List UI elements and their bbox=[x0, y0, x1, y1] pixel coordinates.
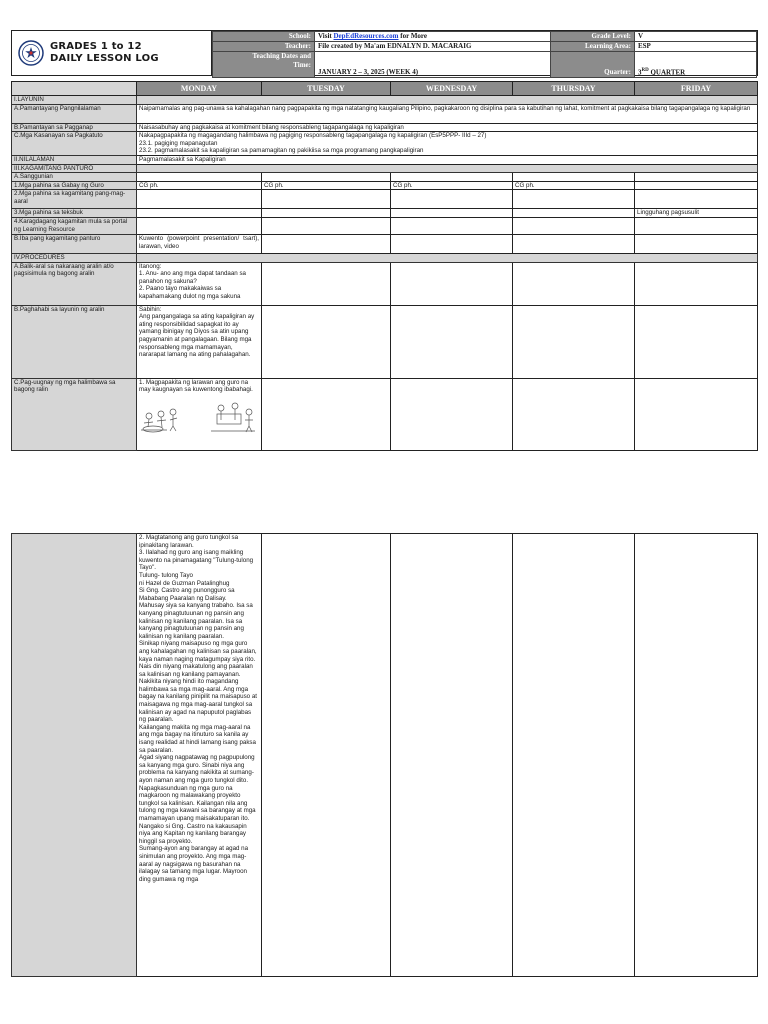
section-layunin-fill bbox=[137, 96, 758, 105]
grade-label: Grade Level: bbox=[551, 32, 635, 42]
cell bbox=[262, 190, 391, 209]
cell bbox=[391, 217, 513, 234]
section-procedures: IV.PROCEDURES bbox=[12, 253, 137, 262]
cell bbox=[391, 378, 513, 450]
day-header-monday: MONDAY bbox=[137, 82, 262, 96]
cell bbox=[262, 534, 391, 977]
cell bbox=[391, 234, 513, 253]
cell bbox=[137, 209, 262, 218]
section-procedures-fill bbox=[137, 253, 758, 262]
paghahabi-line: Sabihin: bbox=[139, 305, 162, 313]
cell bbox=[262, 209, 391, 218]
day-header-thursday: THURSDAY bbox=[513, 82, 635, 96]
quarter-number: 3 bbox=[638, 68, 642, 76]
cell bbox=[391, 173, 513, 182]
gabay-wednesday: CG ph. bbox=[391, 181, 513, 190]
story-line: Mahusay siya sa kanyang trabaho. Isa sa kanyang pinagtutuunan ng pansin ang kalinisan ng kanilang paaralan. Isa sa kanyang pinagtutuunan ng pansin ang kalinisan ng kanilang paaralan. bbox=[139, 602, 253, 640]
quarter-value bbox=[635, 52, 757, 78]
story-line: Sumang-ayon ang barangay at agad na sinimulan ang proyekto. Ang mga mag-aaral ay nagsigawa ng basurahan na ilalagay sa tamang mga lugar. Mayroon ding gumawa ng mga bbox=[139, 845, 249, 883]
kasanayan-line3: 23.2. pagmamalasakit sa kapaligiran sa pamamagitan ng pakikiisa sa mga programang pangkapaligiran bbox=[139, 147, 424, 155]
cell bbox=[513, 262, 635, 305]
label-pang-mag-aaral: 2.Mga pahina sa kagamitang pang-mag-aaral bbox=[12, 190, 137, 209]
section-kagamitan-fill bbox=[137, 164, 758, 173]
label-iba-pang-kagamitan: B.Iba pang kagamitang panturo bbox=[12, 234, 137, 253]
cell bbox=[137, 217, 262, 234]
balik-aral-monday bbox=[137, 262, 262, 305]
section-kagamitan: III.KAGAMITANG PANTURO bbox=[12, 164, 137, 173]
cell bbox=[391, 209, 513, 218]
cell bbox=[137, 190, 262, 209]
cell bbox=[635, 534, 758, 977]
story-title: Tulung- tulong Tayo bbox=[139, 571, 194, 579]
area-label: Learning Area: bbox=[551, 42, 635, 52]
label-pag-uugnay: C.Pag-uugnay ng mga halimbawa sa bagong ralin bbox=[12, 378, 137, 450]
cell bbox=[635, 217, 758, 234]
school-label: School: bbox=[213, 32, 315, 42]
cell bbox=[262, 173, 391, 182]
grade-value: V bbox=[635, 32, 757, 42]
school-suffix: for More bbox=[398, 32, 428, 40]
cell bbox=[635, 262, 758, 305]
label-teksbuk: 3.Mga pahina sa teksbuk bbox=[12, 209, 137, 218]
label-paghahabi: B.Paghahabi sa layunin ng aralin bbox=[12, 305, 137, 378]
cell bbox=[513, 209, 635, 218]
story-line: Agad siyang nagpatawag ng pagpupulong sa kanyang mga guro. Sinabi niya ang problema na kanyang nakikita at sumang-ayon naman ang mga guro tungkol dito. bbox=[139, 754, 255, 784]
cell bbox=[391, 534, 513, 977]
school-value bbox=[315, 32, 551, 42]
header-info-grid bbox=[212, 31, 757, 75]
story-author: ni Hazel de Guzman Patalinghug bbox=[139, 579, 230, 587]
story-line: 2. Magtatanong ang guro tungkol sa ipinakitang larawan. bbox=[139, 534, 239, 549]
corner-cell bbox=[12, 82, 137, 96]
quarter-suffix: RD bbox=[641, 67, 649, 73]
teksbuk-friday: Lingguhang pagsusulit bbox=[635, 209, 758, 218]
balik-line: 1. Anu- ano ang mga dapat tandaan sa panahon ng sakuna? bbox=[139, 270, 246, 285]
cell bbox=[513, 190, 635, 209]
day-header-tuesday: TUESDAY bbox=[262, 82, 391, 96]
story-line: Nakikita niyang hindi ito magandang halimbawa sa mga mag-aaral. Ang mga bagay na kanilang pinipilit na maisapuso at maisagawa ng mga mag-aaral tungkol sa kalinisan ay agad na napuputol paglabas ng paaralan. bbox=[139, 678, 257, 724]
day-header-friday: FRIDAY bbox=[635, 82, 758, 96]
cell bbox=[262, 234, 391, 253]
cell bbox=[635, 181, 758, 190]
story-line: Sinikap niyang maisapuso ng mga guro ang kahalagahan ng kalinisan sa paaralan, kaya naman naging matagumpay siya rito. Nais din niyang makatulong ang paaralan sa kalinisan ng kanilang pamayanan. bbox=[139, 640, 257, 678]
label-pangnilalaman: A.Pamantayang Pangnilalaman bbox=[12, 104, 137, 123]
school-prefix: Visit bbox=[318, 32, 334, 40]
pag-uugnay-text: 1. Magpapakita ng larawan ang guro na may kaugnayan sa kuwentong ibabahagi. bbox=[139, 378, 253, 394]
text-pagganap: Naisasabuhay ang pagkakaisa at komitment bilang responsableng tagapangalaga ng kapaligiran bbox=[137, 123, 758, 132]
lesson-log-table bbox=[11, 81, 758, 451]
label-kasanayan: C.Mga Kasanayan sa Pagkatuto bbox=[12, 132, 137, 156]
cell bbox=[513, 378, 635, 450]
quarter-word: QUARTER bbox=[648, 68, 686, 76]
gabay-tuesday: CG ph. bbox=[262, 181, 391, 190]
pag-uugnay-monday bbox=[137, 378, 262, 450]
story-line: 3. Ilalahad ng guro ang isang maikling kuwento na pinamagatang "Tulung-tulong Tayo". bbox=[139, 549, 254, 572]
paghahabi-line: Ang pangangalaga sa ating kapaligiran ay ating responsibilidad sapagkat ito ay yamang ibinigay ng Diyos sa atin upang pagyamanin at pangalagaan. Bilang mga responsableng mga mamamayan, nararapat lamang na ating pahalagahan. bbox=[139, 313, 255, 359]
cell bbox=[391, 305, 513, 378]
cell bbox=[513, 534, 635, 977]
cell bbox=[262, 262, 391, 305]
paghahabi-monday bbox=[137, 305, 262, 378]
gabay-thursday: CG ph. bbox=[513, 181, 635, 190]
cell bbox=[513, 173, 635, 182]
cell bbox=[513, 305, 635, 378]
story-line: Si Gng. Castro ang punongguro sa Mababang Paaralan ng Dalisay. bbox=[139, 587, 235, 602]
teacher-value: File created by Ma'am EDNALYN D. MACARAIG bbox=[315, 42, 551, 52]
label-sanggunian: A.Sanggunian bbox=[12, 173, 137, 182]
dates-label-line1: Teaching Dates and bbox=[252, 52, 311, 60]
cell bbox=[262, 378, 391, 450]
story-illustration-image bbox=[139, 400, 257, 434]
iba-monday: Kuwento (powerpoint presentation/ tsart), larawan, video bbox=[137, 234, 262, 253]
cell bbox=[635, 234, 758, 253]
day-header-wednesday: WEDNESDAY bbox=[391, 82, 513, 96]
story-continued-monday bbox=[137, 534, 262, 977]
balik-line: Itanong: bbox=[139, 262, 162, 270]
quarter-label: Quarter: bbox=[551, 52, 635, 78]
dates-label-line2: Time: bbox=[293, 61, 311, 69]
lesson-log-header bbox=[11, 30, 758, 76]
label-pagganap: B.Pamantayan sa Pagganap bbox=[12, 123, 137, 132]
cell bbox=[635, 190, 758, 209]
header-title-line1: GRADES 1 to 12 bbox=[50, 41, 142, 52]
story-line: Napagkasunduan ng mga guro na magkaroon ng malawakang proyekto tungkol sa kalinisan. Kailangan nila ang tulong ng mga kawani sa barangay at mga mamamayan upang maisakatuparan ito. Nangako si Gng. Castro na kakausapin niya ang Kapitan ng kanilang barangay hinggil sa proyekto. bbox=[139, 784, 256, 845]
label-balik-aral: A.Balik-aral sa nakaraang aralin at/o pagsisimula ng bagong aralin bbox=[12, 262, 137, 305]
text-kasanayan bbox=[137, 132, 758, 156]
cell bbox=[137, 173, 262, 182]
cell bbox=[635, 173, 758, 182]
deped-seal-icon bbox=[18, 40, 44, 66]
balik-line: 2. Paano tayo makakaiwas sa kapahamakang dulot ng mga sakuna bbox=[139, 285, 241, 300]
header-title-block bbox=[12, 31, 212, 75]
continued-label-cell bbox=[12, 534, 137, 977]
area-value: ESP bbox=[635, 42, 757, 52]
header-title-line2: DAILY LESSON LOG bbox=[50, 53, 159, 64]
cell bbox=[391, 262, 513, 305]
section-layunin: I.LAYUNIN bbox=[12, 96, 137, 105]
story-line: Kailangang makita ng mga mag-aaral na ang mga bagay na itinuturo sa kanila ay isang realidad at hindi lamang isang paksa sa paaralan. bbox=[139, 723, 256, 754]
dates-value: JANUARY 2 – 3, 2025 (WEEK 4) bbox=[315, 52, 551, 78]
cell bbox=[391, 190, 513, 209]
cell bbox=[513, 234, 635, 253]
dates-label bbox=[213, 52, 315, 78]
cell bbox=[635, 305, 758, 378]
gabay-monday: CG ph. bbox=[137, 181, 262, 190]
lesson-log-table-continued bbox=[11, 533, 758, 977]
text-pangnilalaman: Naipamamalas ang pag-unawa sa kahalagahan nang pagpapakita ng mga natatanging kaugaliang Pilipino, pagkakaroon ng disiplina para sa kabutihan ng lahat, komitment at pagkakaisa bilang tagapangalaga ng kapaligiran bbox=[137, 104, 758, 123]
cell bbox=[635, 378, 758, 450]
cell bbox=[262, 217, 391, 234]
kasanayan-line1: Nakapagpapakita ng magagandang halimbawa ng pagiging responsableng tagapangalaga ng kapaligiran (EsP5PPP- IIId – 27) bbox=[139, 132, 487, 140]
cell bbox=[262, 305, 391, 378]
kasanayan-line2: 23.1. pagiging mapanagutan bbox=[139, 139, 218, 147]
label-nilalaman: II.NILALAMAN bbox=[12, 155, 137, 164]
cell bbox=[513, 217, 635, 234]
text-nilalaman: Pagmamalasakit sa Kapaligiran bbox=[137, 155, 758, 164]
teacher-label: Teacher: bbox=[213, 42, 315, 52]
depedresources-link[interactable]: DepEdResources.com bbox=[333, 32, 399, 40]
label-gabay: 1.Mga pahina sa Gabay ng Guro bbox=[12, 181, 137, 190]
label-karagdagang: 4.Karagdagang kagamitan mula sa portal ng Learning Resource bbox=[12, 217, 137, 234]
